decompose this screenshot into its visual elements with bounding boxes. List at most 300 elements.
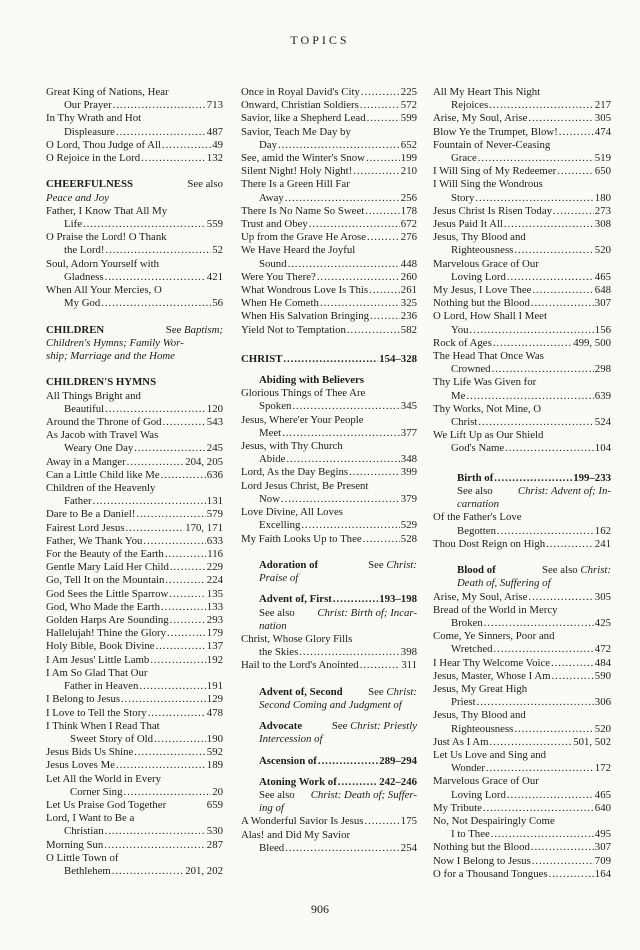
dot-leader [504,218,594,231]
index-entry [46,284,223,310]
dot-leader [484,617,594,630]
index-entry [241,126,417,152]
cross-reference: Children's Hymns; Family Wor- [46,336,184,349]
hymn-title: I Love to Tell the Story [46,706,147,719]
hymn-title: Up from the Grave He Arose [241,231,367,244]
hymn-title: Life [64,218,82,231]
hymn-number: 137 [206,640,223,653]
dot-leader [494,643,594,656]
hymn-number: 276 [400,231,417,244]
hymn-number: 156 [594,323,611,336]
dot-leader [317,271,400,284]
dot-leader [367,231,400,244]
index-entry [241,633,417,659]
subheading-advent-first: Advent of, First ..... 193–198 See also Christ: Birth of; Incar- nation [241,593,417,633]
dot-leader [285,192,400,205]
hymn-title: God Sees the Little Sparrow [46,587,169,600]
hymn-title: Jesus, Master, Whose I Am [433,669,551,682]
hymn-number: 348 [400,453,417,466]
hymn-number: 465 [594,788,611,801]
hymn-number: 650 [594,165,611,178]
hymn-number: 164 [594,867,611,880]
entry-list [433,591,611,881]
hymn-title: Savior, like a Shepherd Lead [241,112,366,125]
dot-leader [141,152,206,165]
hymn-number: 398 [400,646,417,659]
hymn-number: 189 [206,759,223,772]
hymn-number: 529 [400,519,417,532]
hymn-title: Bread of the World in Mercy [433,603,558,616]
index-entry [46,456,223,469]
subheading-adoration: Adoration of See Christ: Praise of [241,559,417,585]
hymn-title: Love Divine, All Loves [241,506,343,519]
dot-leader [121,693,206,706]
entry-list [46,390,223,879]
hymn-number: 519 [594,152,611,165]
hymn-title: All Things Bright and [46,389,141,402]
subheading-ascension: Ascension of ..... 289–294 [241,755,417,768]
index-entry [241,480,417,506]
index-entry [46,627,223,640]
hymn-title: Loving Lord [451,270,506,283]
index-entry [46,390,223,416]
hymn-number: 260 [400,270,417,283]
index-entry [46,852,223,878]
dot-leader [161,601,206,614]
index-entry [46,522,223,535]
dot-leader [365,815,400,828]
dot-leader [367,112,400,125]
hymn-number: 192 [206,653,223,666]
dot-leader [557,165,594,178]
hymn-number: 524 [594,416,611,429]
entry-list [241,387,417,545]
hymn-title: Let All the World in Every [46,772,161,785]
hymn-title: Now I Belong to Jesus [433,854,531,867]
dot-leader [278,139,400,152]
dot-leader [475,192,593,205]
index-entry [433,165,611,178]
hymn-number: 582 [400,323,417,336]
index-entry [46,667,223,693]
dot-leader [531,297,594,310]
hymn-number: 287 [206,838,223,851]
hymn-number: 210 [400,165,417,178]
hymn-title: Thy Life Was Given for [433,376,537,389]
hymn-title: Rock of Ages [433,336,492,349]
hymn-title: Hail to the Lord's Anointed [241,659,359,672]
index-entry [433,736,611,749]
hymn-number: 162 [594,524,611,537]
dot-leader [127,456,185,469]
hymn-title: Golden Harps Are Sounding [46,614,169,627]
hymn-title: What Wondrous Love Is This [241,284,369,297]
hymn-number: 379 [400,492,417,505]
index-entry [433,855,611,868]
hymn-number: 636 [206,468,223,481]
hymn-number: 579 [206,508,223,521]
hymn-number: 179 [206,627,223,640]
dot-leader [493,337,572,350]
hymn-number: 298 [594,363,611,376]
index-entry [433,403,611,429]
dot-leader [514,244,593,257]
index-entry [46,693,223,706]
dot-leader [532,284,593,297]
hymn-title: For the Beauty of the Earth [46,548,164,561]
dot-leader [528,591,593,604]
index-entry [46,561,223,574]
dot-leader [553,205,594,218]
index-column-1 [46,86,223,878]
hymn-title: Father in Heaven [64,680,139,693]
hymn-number: 180 [594,191,611,204]
index-entry [433,511,611,537]
cross-reference: ing of [259,802,284,815]
index-entry [46,654,223,667]
dot-leader [282,427,400,440]
hymn-title: Silent Night! Holy Night! [241,165,353,178]
hymn-title: A Wonderful Savior Is Jesus [241,815,364,828]
hymn-title: Weary One Day [64,442,134,455]
hymn-number: 172 [594,762,611,775]
hymn-title: Excelling [259,519,301,532]
hymn-number: 499, 500 [573,336,611,349]
dot-leader [288,258,400,271]
dot-leader [101,297,211,310]
hymn-title: Arise, My Soul, Arise [433,590,528,603]
entry-list [433,511,611,551]
hymn-number: 325 [400,297,417,310]
hymn-title: the Skies [259,646,299,659]
dot-leader [150,654,205,667]
hymn-title: Story [451,191,475,204]
index-entry [46,258,223,284]
hymn-number: 135 [206,587,223,600]
hymn-title: Righteousness [451,722,514,735]
hymn-title: Priest [451,696,476,709]
index-entry [433,868,611,881]
hymn-title: Jesus Bids Us Shine [46,746,134,759]
hymn-title: There Is a Green Hill Far [241,178,350,191]
index-entry [433,429,611,455]
dot-leader [116,759,206,772]
hymn-number: 261 [400,284,417,297]
entry-list [241,86,417,337]
index-entry [46,574,223,587]
dot-leader [497,525,594,538]
index-entry [241,466,417,479]
dot-leader [154,733,206,746]
hymn-title: Father, We Thank You [46,534,143,547]
hymn-title: Thou Dost Reign on High [433,537,546,550]
dot-leader [514,723,593,736]
hymn-title: O Rejoice in the Lord [46,152,141,165]
hymn-number: 543 [206,416,223,429]
section-heading-children: CHILDREN See Baptism; Children's Hymns; Family Wor- ship; Marriage and the Home [46,323,223,363]
dot-leader [136,508,205,521]
hymn-title: Blow Ye the Trumpet, Blow! [433,125,558,138]
dot-leader [165,574,205,587]
hymn-title: Nothing but the Blood [433,297,530,310]
dot-leader [309,218,400,231]
index-entry [46,469,223,482]
index-entry [433,218,611,231]
hymn-title: Day [259,138,277,151]
hymn-title: My Tribute [433,801,482,814]
dot-leader [549,868,594,881]
hymn-number: 465 [594,270,611,283]
index-entry [433,310,611,336]
dot-leader [532,855,594,868]
hymn-title: As Jacob with Travel Was [46,429,159,442]
hymn-number: 307 [594,297,611,310]
hymn-title: Lord Jesus Christ, Be Present [241,479,369,492]
cross-reference: carnation [457,498,499,511]
hymn-title: Father [64,495,92,508]
index-entry [433,841,611,854]
entry-list [241,815,417,855]
hymn-number: 104 [594,442,611,455]
dot-leader [93,495,206,508]
index-entry [433,231,611,257]
dot-leader [299,646,400,659]
subheading-advent-second: Advent of, Second See Christ: Second Coming and Judgment of [259,685,417,711]
hymn-title: Marvelous Grace of Our [433,257,539,270]
index-entry [241,829,417,855]
hymn-number: 528 [400,532,417,545]
hymn-number: 474 [594,125,611,138]
dot-leader [507,789,594,802]
dot-leader [126,522,185,535]
hymn-number: 273 [594,204,611,217]
hymn-number: 448 [400,257,417,270]
hymn-title: O for a Thousand Tongues [433,867,548,880]
hymn-number: 713 [206,99,223,112]
index-entry [46,139,223,152]
index-entry [433,337,611,350]
index-entry [46,482,223,508]
section-heading-christ: CHRIST ..... 154–328 [241,353,417,366]
index-entry [241,231,417,244]
subheading-blood: Blood of See also Christ: Death of, Suffering of [457,564,611,590]
hymn-number: 648 [594,284,611,297]
hymn-title: the Lord! [64,244,105,257]
index-entry [241,414,417,440]
hymn-title: I Belong to Jesus [46,693,121,706]
hymn-title: Gentle Mary Laid Her Child [46,561,169,574]
dot-leader [353,165,400,178]
index-entry [433,591,611,604]
hymn-number: 306 [594,696,611,709]
index-entry [433,630,611,656]
hymn-number: 640 [594,801,611,814]
dot-leader [112,865,184,878]
index-entry [433,205,611,218]
hymn-title: O Praise the Lord! O Thank [46,231,167,244]
hymn-title: Sound [259,257,287,270]
hymn-number: 530 [206,825,223,838]
index-entry [241,271,417,284]
entry-list [433,86,611,456]
hymn-number: 224 [206,574,223,587]
dot-leader [360,659,401,672]
index-entry [46,839,223,852]
dot-leader [162,139,211,152]
section-heading-cheerfulness: CHEERFULNESS See also Peace and Joy [46,178,223,204]
index-entry [46,773,223,799]
hymn-number: 478 [206,706,223,719]
hymn-number: 236 [400,310,417,323]
hymn-number: 116 [207,548,223,561]
index-entry [46,601,223,614]
hymn-title: Jesus, with Thy Church [241,440,343,453]
dot-leader [105,244,211,257]
hymn-number: 190 [206,732,223,745]
hymn-title: Away [259,191,284,204]
index-entry [241,310,417,323]
hymn-title: God's Name [451,442,505,455]
hymn-title: Fountain of Never-Ceasing [433,138,551,151]
entry-list [46,86,223,165]
hymn-title: Go, Tell It on the Mountain [46,574,165,587]
hymn-title: Jesus, Thy Blood and [433,709,526,722]
index-column-3 [433,86,611,881]
index-entry [241,324,417,337]
hymn-title: God, Who Made the Earth [46,600,161,613]
hymn-title: Loving Lord [451,788,506,801]
hymn-number: 129 [206,693,223,706]
hymn-title: I Hear Thy Welcome Voice [433,656,551,669]
index-entry [241,165,417,178]
dot-leader [113,99,206,112]
cross-reference: Second Coming and Judgment of [259,698,402,711]
hymn-title: My Jesus, I Love Thee [433,284,532,297]
index-entry [241,506,417,532]
hymn-title: Savior, Teach Me Day by [241,125,351,138]
index-entry [46,548,223,561]
hymn-title: Let Us Love and Sing and [433,748,547,761]
dot-leader [116,126,206,139]
dot-leader [478,416,593,429]
hymn-number: 204, 205 [185,455,223,468]
hymn-title: Spoken [259,400,292,413]
index-entry [241,112,417,125]
index-entry [46,86,223,112]
section-heading-childrens-hymns: CHILDREN'S HYMNS [46,376,157,389]
index-entry [433,376,611,402]
index-entry [241,99,417,112]
hymn-title: O Little Town of [46,851,119,864]
hymn-title: Christian [64,825,104,838]
hymn-title: Glorious Things of Thee Are [241,387,366,400]
subheading-advocate: Advocate See Christ: Priestly Intercession of [259,720,417,746]
hymn-title: Christ [451,416,478,429]
index-entry [241,659,417,672]
dot-leader [134,746,206,759]
hymn-number: 633 [206,534,223,547]
index-entry [433,126,611,139]
index-entry [46,112,223,138]
hymn-title: Children of the Heavenly [46,482,156,495]
dot-leader [470,324,594,337]
entry-list [46,205,223,311]
hymn-title: Gladness [64,270,104,283]
hymn-number: 484 [594,656,611,669]
cross-reference: nation [259,619,287,632]
subheading-birth: Birth of ..... 199–233 See also Christ: Advent of; In- carnation [433,472,611,512]
index-entry [241,815,417,828]
dot-leader [477,696,594,709]
dot-leader [347,324,400,337]
hymn-title: Once in Royal David's City [241,86,360,98]
hymn-number: 199 [400,152,417,165]
hymn-title: Thy Works, Not Mine, O [433,402,542,415]
hymn-title: Grace [451,152,477,165]
hymn-number: 56 [212,297,223,310]
dot-leader [156,640,206,653]
hymn-number: 120 [206,402,223,415]
dot-leader [134,442,206,455]
hymn-title: In Thy Wrath and Hot [46,112,142,125]
hymn-title: Wretched [451,643,493,656]
hymn-title: Great King of Nations, Hear [46,86,169,98]
cross-reference: Praise of [259,572,299,585]
index-entry [46,759,223,772]
subheading-atoning: Atoning Work of ..... 242–246 See also Christ: Death of; Suffer- ing of [241,776,417,816]
subheading-abiding: Abiding with Believers [259,374,364,387]
dot-leader [105,271,206,284]
hymn-number: 52 [212,244,223,257]
hymn-number: 175 [400,815,417,828]
dot-leader [483,802,594,815]
hymn-title: I Think When I Read That [46,719,160,732]
index-entry [46,416,223,429]
hymn-number: 293 [206,614,223,627]
hymn-number: 590 [594,669,611,682]
index-entry [46,429,223,455]
hymn-title: Alas! and Did My Savior [241,828,351,841]
dot-leader [165,548,206,561]
hymn-title: Lord, I Want to Be a [46,812,135,825]
hymn-title: Yield Not to Temptation [241,323,346,336]
dot-leader [490,736,573,749]
hymn-title: Marvelous Grace of Our [433,775,539,788]
cross-reference: Death of, Suffering of [457,577,551,590]
hymn-number: 709 [594,854,611,867]
index-entry [241,297,417,310]
hymn-title: I Am Jesus' Little Lamb [46,653,150,666]
dot-leader [320,297,400,310]
hymn-title: Beautiful [64,402,105,415]
dot-leader [366,152,400,165]
dot-leader [559,126,594,139]
cross-reference: ship; Marriage and the Home [46,350,175,363]
dot-leader [478,152,594,165]
index-entry [433,350,611,376]
hymn-title: Jesus Paid It All [433,218,503,231]
dot-leader [360,99,400,112]
hymn-title: Arise, My Soul, Arise [433,112,528,125]
dot-leader [105,403,206,416]
hymn-title: Of the Father's Love [433,511,522,524]
hymn-number: 399 [400,466,417,479]
hymn-number: 501, 502 [573,735,611,748]
hymn-title: Onward, Christian Soldiers [241,99,359,112]
index-entry [241,152,417,165]
hymn-title: Our Prayer [64,99,112,112]
dot-leader [104,839,206,852]
